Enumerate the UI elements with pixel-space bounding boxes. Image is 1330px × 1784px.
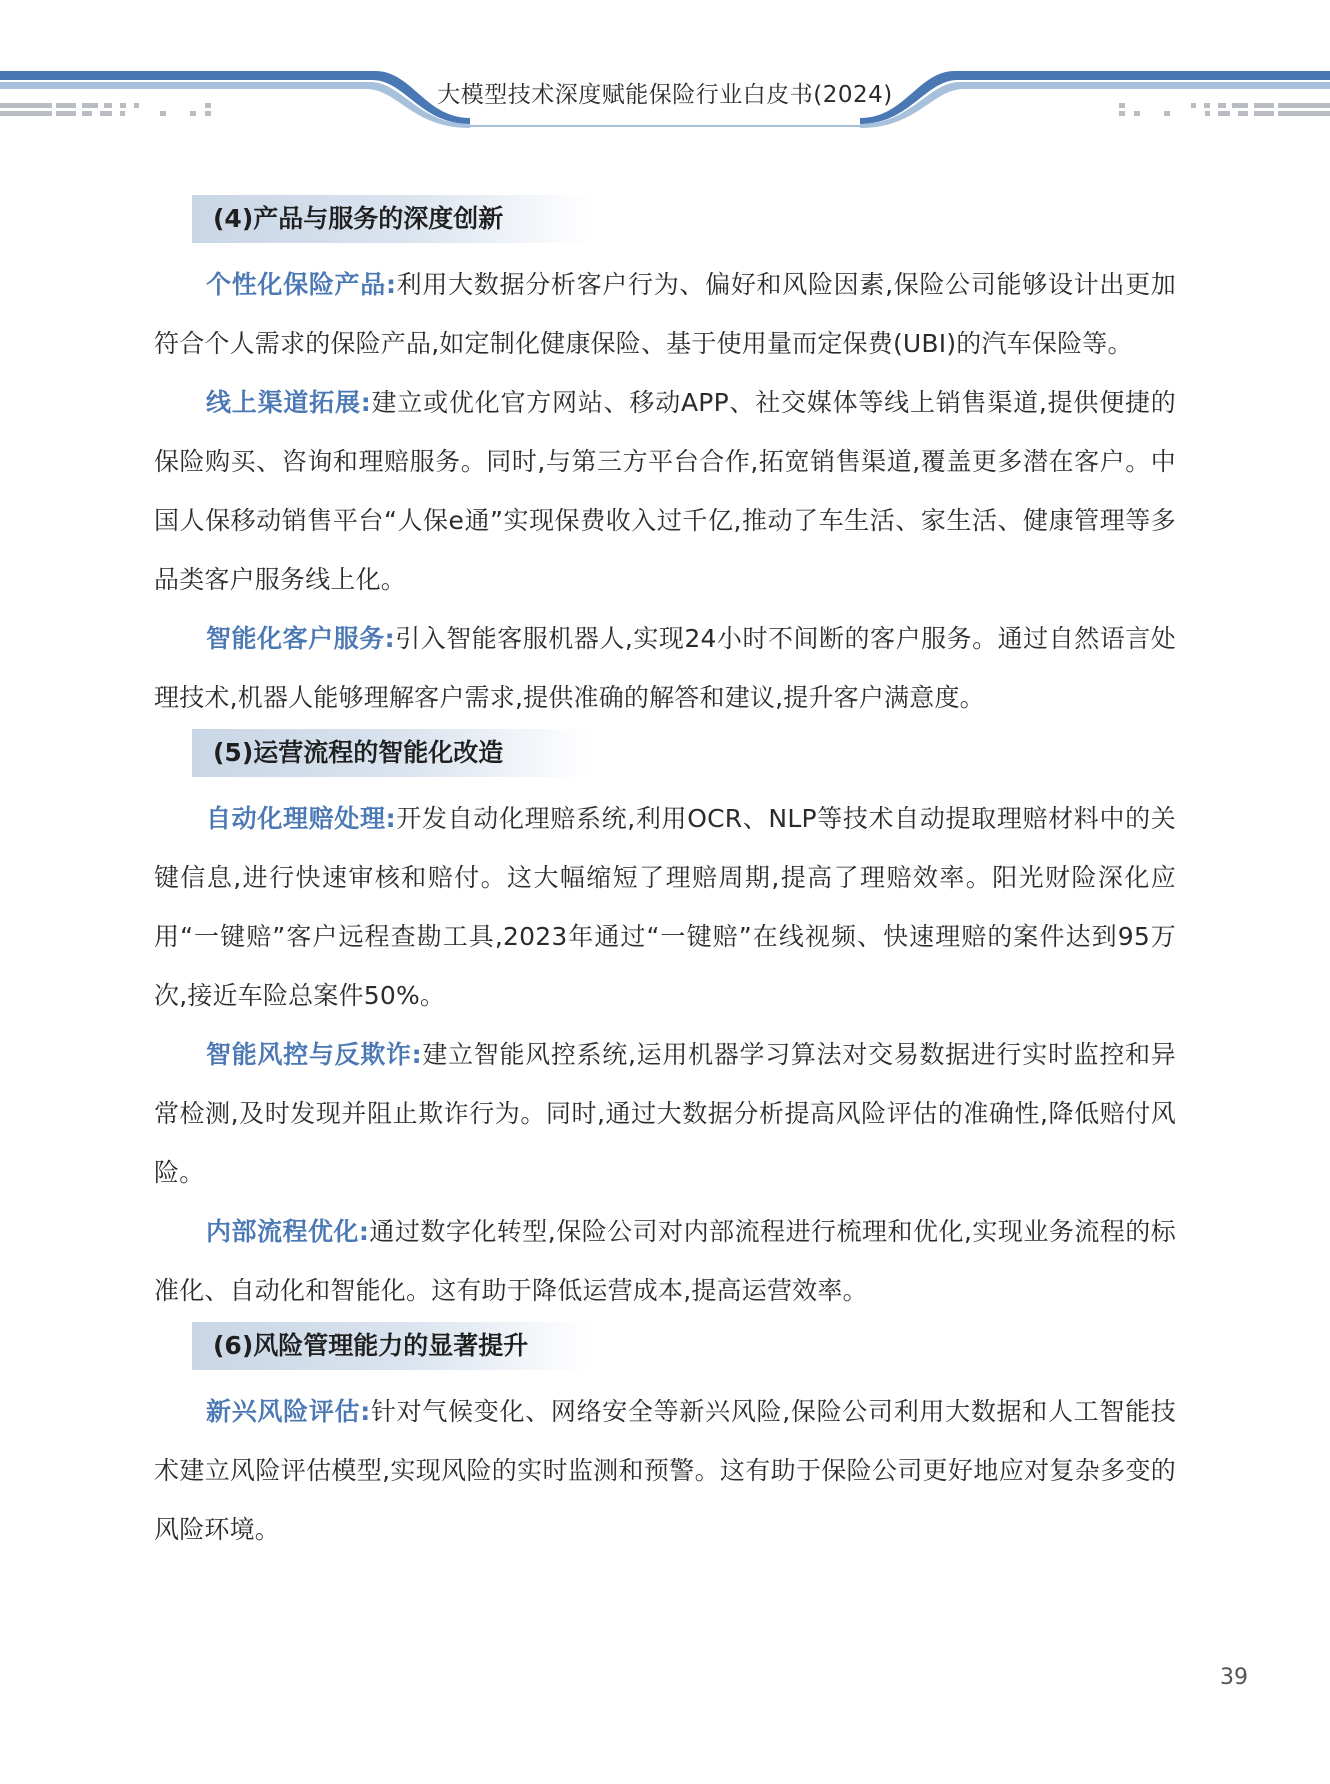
paragraph-term: 新兴风险评估: — [206, 1397, 371, 1426]
paragraph-term: 内部流程优化: — [206, 1217, 370, 1246]
paragraph-text: 针对气候变化、网络安全等新兴风险,保险公司利用大数据和人工智能技术建立风险评估模型,实现风险的实时监测和预警。这有助于保险公司更好地应对复杂多变的风险环境。 — [154, 1397, 1176, 1544]
section-heading: (6)风险管理能力的显著提升 — [192, 1322, 592, 1370]
paragraph-text: 建立智能风控系统,运用机器学习算法对交易数据进行实时监控和异常检测,及时发现并阻止欺诈行为。同时,通过大数据分析提高风险评估的准确性,降低赔付风险。 — [154, 1040, 1176, 1187]
page-number: 39 — [1220, 1665, 1248, 1690]
paragraph — [154, 1382, 1176, 1559]
paragraph-text: 开发自动化理赔系统,利用OCR、NLP等技术自动提取理赔材料中的关键信息,进行快速审核和赔付。这大幅缩短了理赔周期,提高了理赔效率。阳光财险深化应用“一键赔”客户远程查勘工具,2023年通过“一键赔”在线视频、快速理赔的案件达到95万次,接近车险总案件50%。 — [154, 804, 1176, 1010]
paragraph-term: 个性化保险产品: — [206, 270, 397, 299]
paragraph — [154, 789, 1176, 1025]
paragraph-term: 线上渠道拓展: — [206, 388, 371, 417]
paragraph — [154, 373, 1176, 609]
paragraph — [154, 255, 1176, 373]
paragraph — [154, 1025, 1176, 1202]
page-header — [0, 0, 1330, 140]
section-heading: (4)产品与服务的深度创新 — [192, 195, 592, 243]
main-content — [154, 195, 1176, 1559]
paragraph — [154, 609, 1176, 727]
header-title: 大模型技术深度赋能保险行业白皮书(2024) — [437, 82, 893, 108]
paragraph-text: 通过数字化转型,保险公司对内部流程进行梳理和优化,实现业务流程的标准化、自动化和智能化。这有助于降低运营成本,提高运营效率。 — [154, 1217, 1176, 1305]
paragraph-term: 智能化客户服务: — [206, 624, 395, 653]
paragraph — [154, 1202, 1176, 1320]
header-banner-graphic — [0, 0, 1330, 140]
paragraph-term: 自动化理赔处理: — [206, 804, 396, 833]
paragraph-text: 引入智能客服机器人,实现24小时不间断的客户服务。通过自然语言处理技术,机器人能够理解客户需求,提供准确的解答和建议,提升客户满意度。 — [154, 624, 1176, 712]
paragraph-text: 建立或优化官方网站、移动APP、社交媒体等线上销售渠道,提供便捷的保险购买、咨询和理赔服务。同时,与第三方平台合作,拓宽销售渠道,覆盖更多潜在客户。中国人保移动销售平台“人保e通”实现保费收入过千亿,推动了车生活、家生活、健康管理等多品类客户服务线上化。 — [154, 388, 1176, 594]
section-heading: (5)运营流程的智能化改造 — [192, 729, 592, 777]
paragraph-term: 智能风控与反欺诈: — [206, 1040, 422, 1069]
paragraph-text: 利用大数据分析客户行为、偏好和风险因素,保险公司能够设计出更加符合个人需求的保险产品,如定制化健康保险、基于使用量而定保费(UBI)的汽车保险等。 — [154, 270, 1176, 358]
